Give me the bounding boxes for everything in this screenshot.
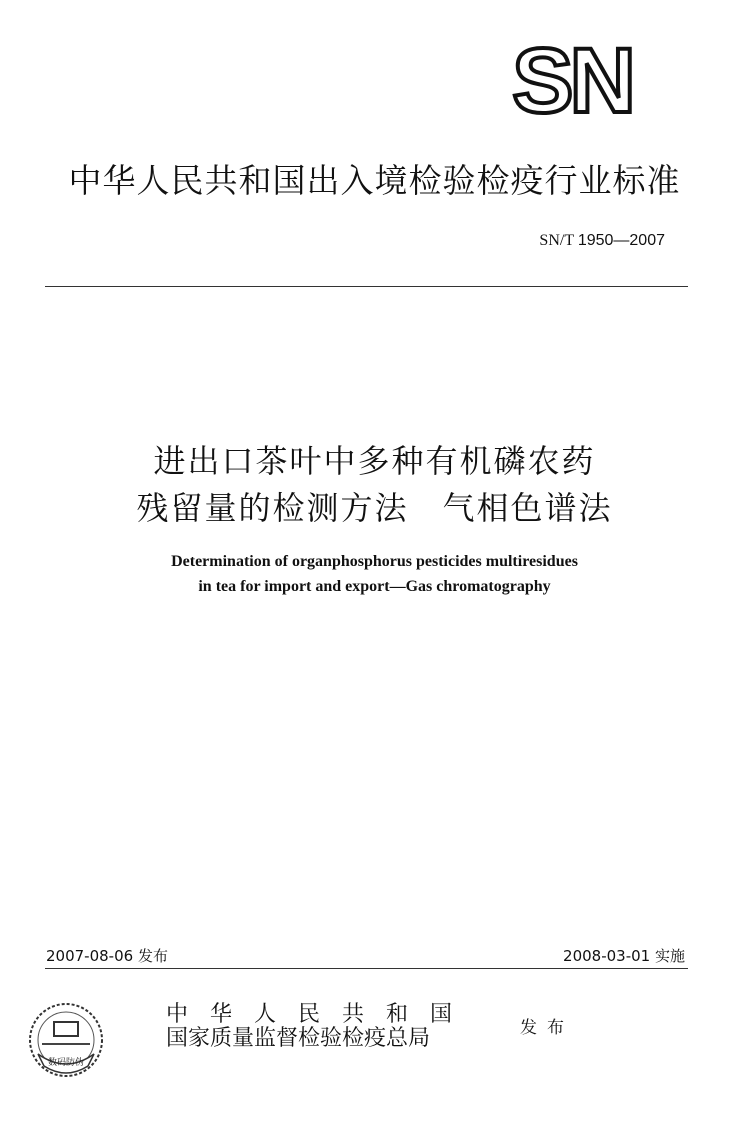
title-cn-line1: 进出口茶叶中多种有机磷农药: [153, 442, 596, 480]
standard-code: SN/T: [539, 232, 574, 249]
top-divider: [45, 286, 688, 287]
implementation-date: 2008-03-01 实施: [563, 947, 685, 965]
standard-year-number: 1950—2007: [577, 232, 665, 249]
bottom-divider: [45, 968, 688, 969]
publisher-line1: 中华人民共和国: [166, 1002, 475, 1027]
publisher-line2: 国家质量监督检验检疫总局: [166, 1026, 431, 1051]
seal-label: 数码防伪: [47, 1058, 85, 1068]
title-cn-line2: 残留量的检测方法 气相色谱法: [136, 489, 613, 527]
anti-counterfeit-seal: [26, 1000, 106, 1080]
publisher-verb: 发布: [520, 1018, 574, 1038]
sn-logo-text: SN: [512, 42, 632, 122]
header-title: 中华人民共和国出入境检验检疫行业标准: [68, 161, 681, 200]
standard-number: [539, 232, 665, 250]
title-en-line1: Determination of organphosphorus pesticides multiresidues: [171, 553, 578, 570]
issue-date: 2007-08-06 发布: [46, 947, 168, 965]
title-en-line2: in tea for import and export—Gas chromatography: [198, 578, 551, 595]
sn-logo: [497, 42, 647, 122]
